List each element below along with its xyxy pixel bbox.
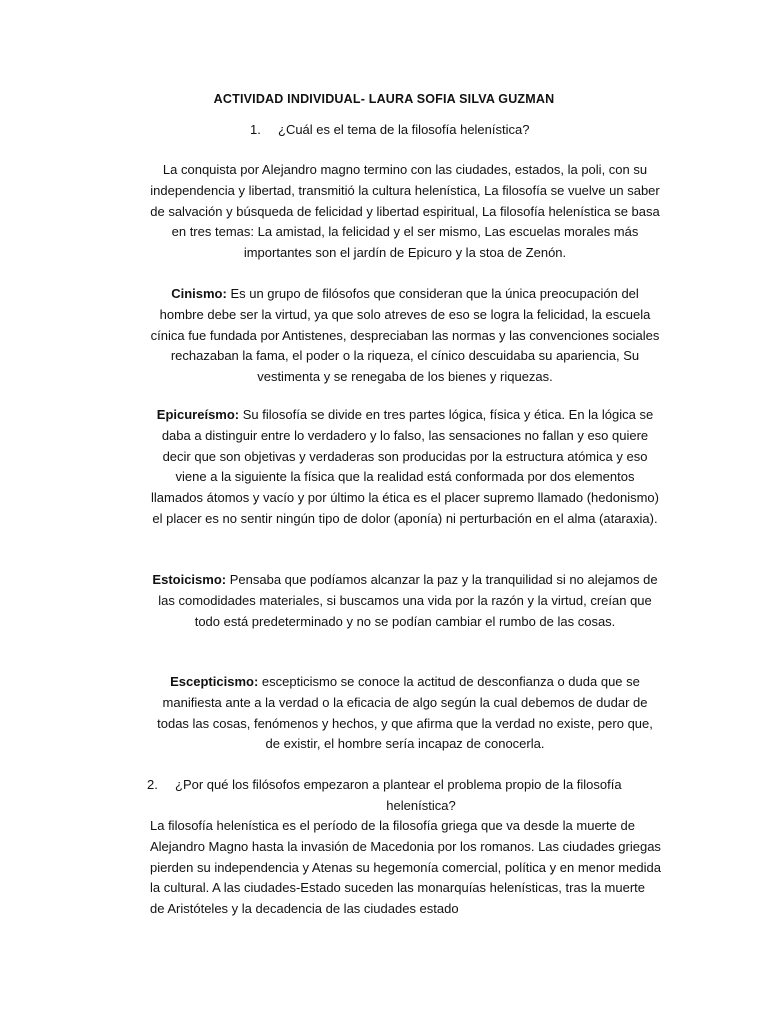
school-description: Su filosofía se divide en tres partes lógica, física y ética. En la lógica se daba a distinguir entre lo verdadero y lo falso, las sensaciones no fallan y eso quiere decir que son objetivas y verdaderas son producidas por la estructura atómica y eso viene a la siguiente la física que la realidad está conformada por dos elementos llamados átomos y vacío y por último la ética es el placer supremo llamado (hedonismo) el placer es no sentir ningún tipo de dolor (aponía) ni perturbación en el alma (ataraxia). [151, 407, 659, 526]
school-term: Escepticismo: [170, 674, 259, 689]
question-2-number: 2. [147, 777, 158, 792]
school-estoicismo [150, 570, 660, 632]
school-term: Epicureísmo: [156, 407, 240, 422]
question-2 [147, 775, 667, 817]
school-cinismo [150, 284, 660, 388]
school-term: Estoicismo: [152, 572, 227, 587]
question-1 [250, 120, 529, 141]
school-description: escepticismo se conoce la actitud de desconfianza o duda que se manifiesta ante a la verdad o la eficacia de algo según la cual debemos de dudar de todas las cosas, fenómenos y hechos, y que afirma que la verdad no existe, pero que, de existir, el hombre sería incapaz de conocerla. [157, 674, 653, 752]
question-1-text: ¿Cuál es el tema de la filosofía helenística? [278, 122, 530, 137]
school-epicureismo [150, 405, 660, 530]
school-escepticismo [150, 672, 660, 755]
document-title: ACTIVIDAD INDIVIDUAL- LAURA SOFIA SILVA GUZMAN [213, 92, 555, 106]
question-2-text-line1: ¿Por qué los filósofos empezaron a plantear el problema propio de la filosofía [175, 777, 622, 792]
question-1-number: 1. [250, 122, 261, 137]
question-2-text-line2: helenística? [386, 797, 456, 813]
school-term: Cinismo: [171, 286, 227, 301]
intro-paragraph: La conquista por Alejandro magno termino con las ciudades, estados, la poli, con su independencia y libertad, transmitió la cultura helenística, La filosofía se vuelve un saber de salvación y búsqueda de felicidad y libertad espiritual, La filosofía helenística se basa en tres temas: La amistad, la felicidad y el ser mismo, Las escuelas morales más importantes son el jardín de Epicuro y la stoa de Zenón. [150, 162, 660, 261]
school-description: Pensaba que podíamos alcanzar la paz y la tranquilidad si no alejamos de las comodidades materiales, si buscamos una vida por la razón y la virtud, creían que todo está predeterminado y no se podían cambiar el rumbo de las cosas. [158, 572, 658, 629]
answer-2-paragraph: La filosofía helenística es el período de la filosofía griega que va desde la muerte de Alejandro Magno hasta la invasión de Macedonia por los romanos. Las ciudades griegas pierden su independencia y Atenas su hegemonía comercial, política y en menor medida la cultural. A las ciudades-Estado suceden las monarquías helenísticas, tras la muerte de Aristóteles y la decadencia de las ciudades estado [150, 818, 661, 917]
school-description: Es un grupo de filósofos que consideran que la única preocupación del hombre debe ser la virtud, ya que solo atreves de eso se logra la felicidad, la escuela cínica fue fundada por Antistenes, despreciaban las normas y las convenciones sociales rechazaban la fama, el poder o la riqueza, el cínico descuidaba su apariencia, Su vestimenta y se renegaba de los bienes y riquezas. [150, 286, 660, 385]
